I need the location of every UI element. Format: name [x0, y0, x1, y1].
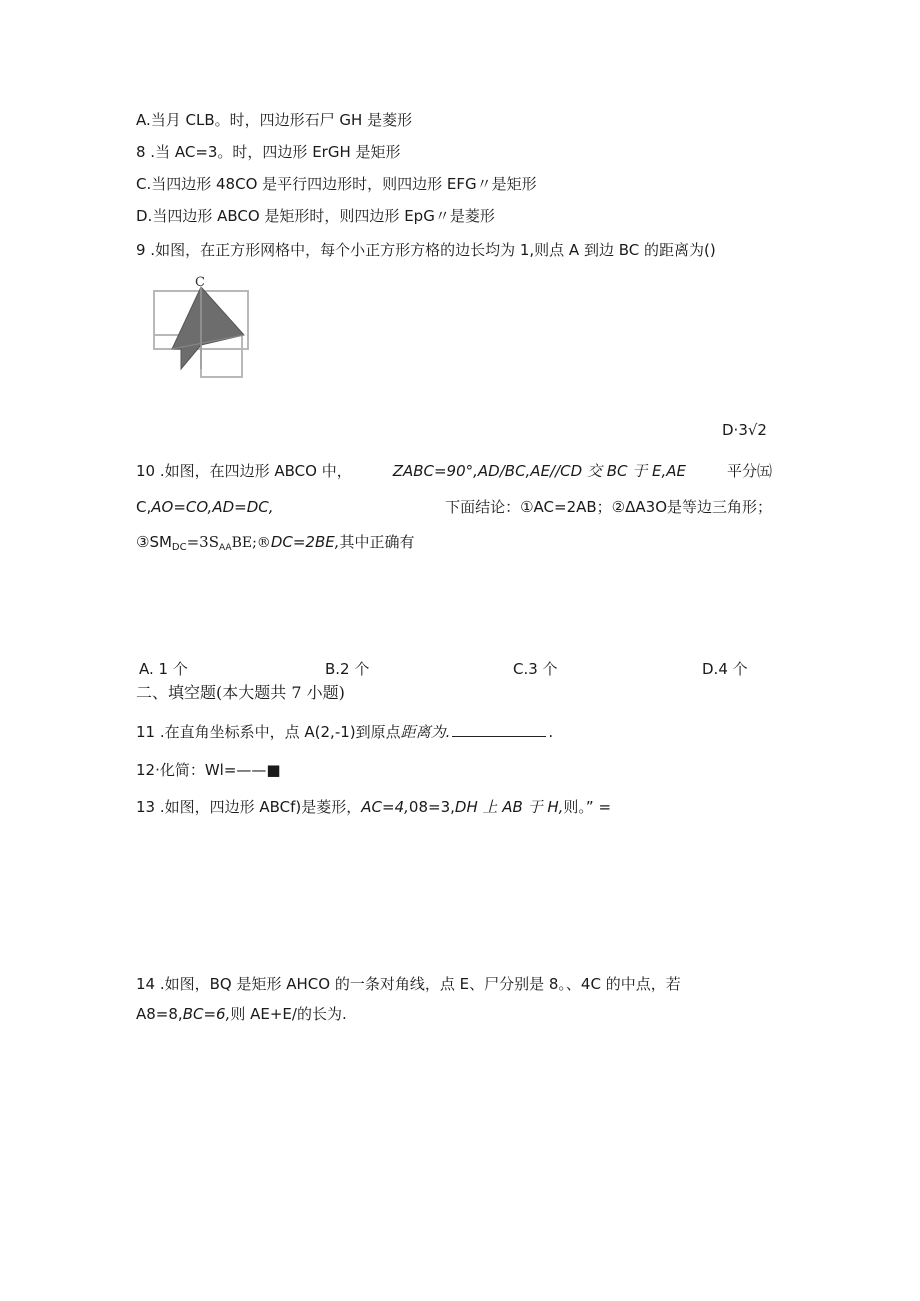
q10-line-3-sub-1: DC	[171, 542, 187, 553]
q12-line: 12·化简：Wl=——■	[136, 761, 281, 779]
q8-option-b: 8 .当 AC=3。时，四边形 ErGH 是矩形	[136, 143, 401, 161]
q13-italic-2: DH 上 AB 于 H,	[454, 798, 564, 816]
q10-line-3-italic: DC=2BE,	[270, 533, 340, 551]
q14-line-1: 14 .如图，BQ 是矩形 AHCO 的一条对角线，点 E、尸分别是 8。、4C 的中点，若	[136, 975, 681, 993]
q10-choices	[139, 659, 759, 679]
point-c-label: C	[195, 275, 205, 290]
q9-grid-figure	[148, 277, 260, 387]
q14-line-2	[136, 1004, 347, 1024]
q10-line-2-conditions: AO=CO,AD=DC,	[151, 498, 274, 516]
q10-choice-a: A. 1 个	[139, 660, 188, 678]
q9-stem: 9 .如图，在正方形网格中，每个小正方形方格的边长均为 1,则点 A 到边 BC 的距离为()	[136, 241, 716, 259]
q11-lead: 11 .在直角坐标系中，点 A(2,-1)到原点	[136, 723, 401, 741]
q11-italic: 距离为.	[400, 723, 451, 741]
q8-option-c: C.当四边形 48CO 是平行四边形时，则四边形 EFG〃是矩形	[136, 175, 537, 193]
q14-line-2-start: A8=8,	[136, 1005, 183, 1023]
q10-line-2	[136, 497, 772, 517]
q14-line-2-italic: BC=6,	[182, 1005, 231, 1023]
q10-line-2-conclusions: 下面结论：①AC=2AB；②ΔA3O是等边三角形；	[445, 498, 772, 516]
section-2-title: 二、填空题(本大题共 7 小题)	[136, 683, 345, 702]
q8-option-d: D.当四边形 ABCO 是矩形时，则四边形 EpG〃是菱形	[136, 207, 495, 225]
q11-answer-blank	[452, 722, 546, 737]
q10-line-3-part-a: ③SM	[136, 533, 172, 551]
q10-line-1	[136, 461, 772, 481]
q10-line-2-start: C,	[136, 498, 152, 516]
q8-option-a: A.当月 CLB。时，四边形石尸 GH 是菱形	[136, 111, 413, 129]
q10-choice-b: B.2 个	[325, 660, 370, 678]
q10-line-3-part-d: 其中正确有	[339, 533, 415, 551]
q13-mid: 08=3,	[408, 798, 455, 816]
q9-option-d: D·3√2	[722, 421, 767, 439]
q10-line-3	[136, 532, 415, 558]
q10-line-1-lead: 10 .如图，在四边形 ABCO 中，	[136, 462, 352, 480]
q11-line	[136, 722, 553, 742]
q10-line-3-sub-2: AA	[219, 543, 232, 553]
q13-tail: 则。” =	[563, 798, 612, 816]
q10-line-3-part-b: =3S	[186, 533, 219, 551]
q13-line	[136, 797, 611, 817]
q10-choice-c: C.3 个	[513, 660, 558, 678]
q10-line-3-part-c: BE;®	[231, 535, 271, 551]
q10-choice-d: D.4 个	[702, 660, 748, 678]
q11-tail: .	[548, 723, 554, 741]
q13-lead: 13 .如图，四边形 ABCf)是菱形，	[136, 798, 362, 816]
q13-italic-1: AC=4,	[361, 798, 409, 816]
q10-line-1-tail: 平分㈤	[726, 462, 772, 480]
q14-line-2-end: 则 AE+E/的长为.	[230, 1005, 347, 1023]
q10-line-1-conditions: ZABC=90°,AD/BC,AE//CD 交 BC 于 E,AE	[392, 462, 687, 480]
